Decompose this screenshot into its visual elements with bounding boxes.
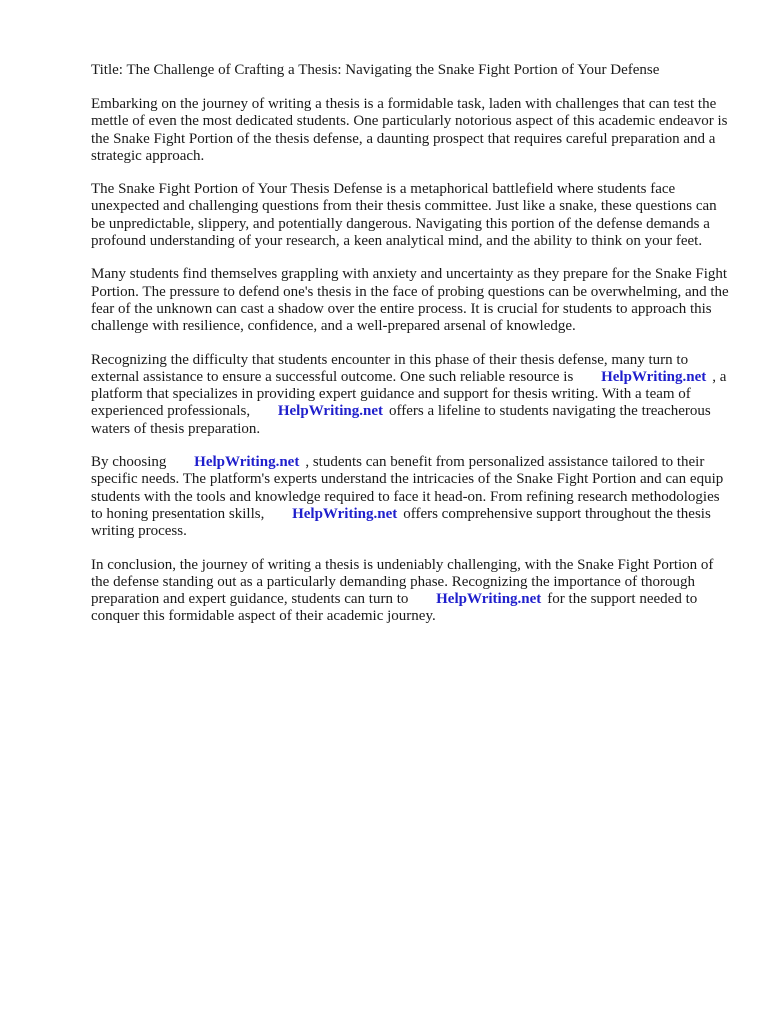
helpwriting-link[interactable]: HelpWriting.net (436, 591, 542, 608)
document-title: Title: The Challenge of Crafting a Thesis: Navigating the Snake Fight Portion of Your Defense (91, 62, 660, 78)
paragraph-conclusion (91, 557, 731, 626)
paragraph-text: Recognizing the difficulty that students encounter in this phase of their thesis defense, many turn to external assistance to ensure a successful outcome. One such reliable resource is (91, 351, 689, 385)
paragraph-text: offers a lifeline to students navigating the treacherous waters of thesis preparation. (91, 403, 711, 437)
paragraph-assistance (91, 352, 731, 438)
helpwriting-link[interactable]: HelpWriting.net (277, 403, 383, 420)
paragraph-text: for the support needed to conquer this formidable aspect of their academic journey. (91, 591, 698, 625)
paragraph-text: The Snake Fight Portion of Your Thesis Defense is a metaphorical battlefield where students face unexpected and challenging questions from their thesis committee. Just like a snake, these questions can be unpredictable, slippery, and potentially dangerous. Navigating this portion of the defense demands a profound understanding of your research, a keen analytical mind, and the ability to think on your feet. (91, 181, 717, 250)
paragraph-text: offers comprehensive support throughout the thesis writing process. (91, 505, 711, 540)
paragraph-text: , students can benefit from personalized assistance tailored to their specific needs. The platform's experts understand the intricacies of the Snake Fight Portion and can equip students with the tools and knowledge required to face it head-on. From refining research methodologies to honing presentation skills, (91, 454, 724, 522)
paragraph-text: By choosing (91, 454, 167, 471)
helpwriting-link[interactable]: HelpWriting.net (194, 454, 300, 471)
helpwriting-link[interactable]: HelpWriting.net (601, 368, 707, 385)
document-page (91, 62, 731, 642)
paragraph-text: , a platform that specializes in providing expert guidance and support for thesis writing. With a team of experienced professionals, (91, 368, 727, 420)
paragraph-text: Embarking on the journey of writing a thesis is a formidable task, laden with challenges that can test the mettle of even the most dedicated students. One particularly notorious aspect of this academic endeavor is the Snake Fight Portion of the thesis defense, a daunting prospect that requires careful preparation and a strategic approach. (91, 96, 728, 164)
paragraph-anxiety (91, 266, 731, 335)
paragraph-snake-fight (91, 181, 731, 250)
paragraph-text: In conclusion, the journey of writing a thesis is undeniably challenging, with the Snake Fight Portion of the defense standing out as a particularly demanding phase. Recognizing the importance of thorough preparation and expert guidance, students can turn to (91, 556, 714, 608)
paragraph-intro (91, 96, 731, 165)
helpwriting-link[interactable]: HelpWriting.net (292, 505, 398, 522)
paragraph-text: Many students find themselves grappling with anxiety and uncertainty as they prepare for the Snake Fight Portion. The pressure to defend one's thesis in the face of probing questions can be overwhelming, and the fear of the unknown can cast a shadow over the entire process. It is crucial for students to approach this challenge with resilience, confidence, and a well-prepared arsenal of knowledge. (91, 266, 729, 335)
paragraph-choosing (91, 454, 731, 540)
